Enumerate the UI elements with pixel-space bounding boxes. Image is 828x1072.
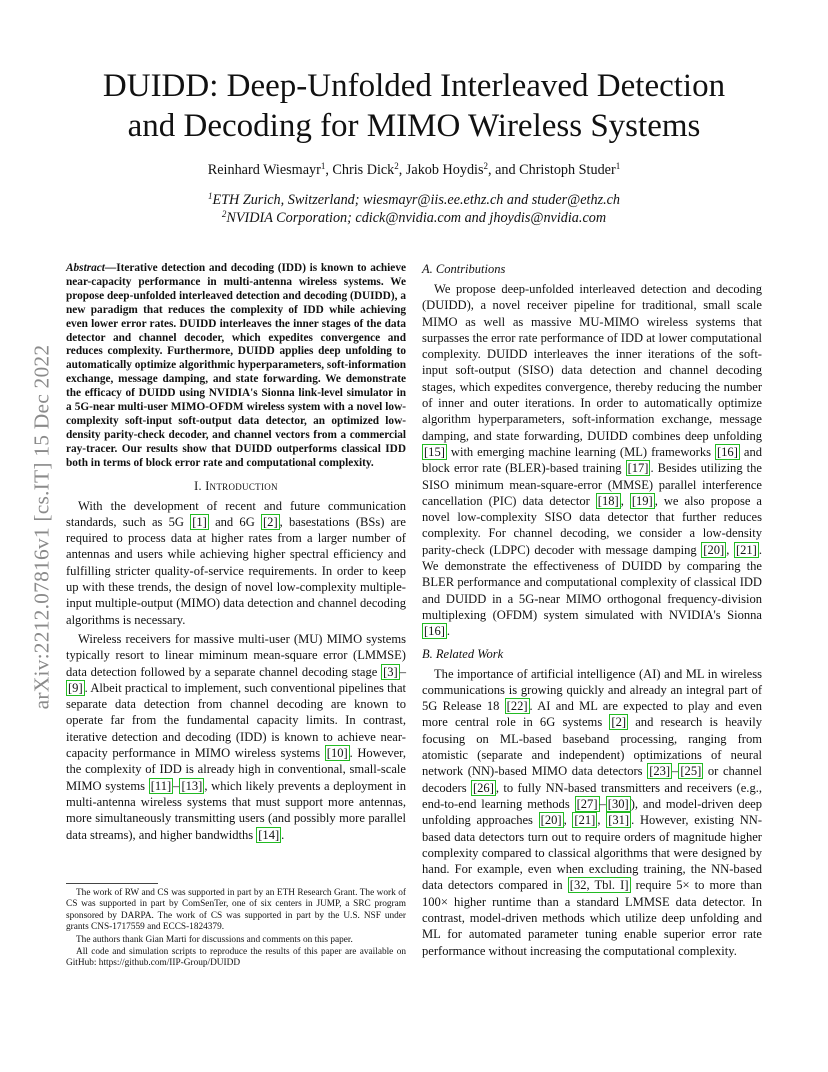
related-work-paragraph [422, 666, 762, 959]
text-run: . AI and ML are expected to play and even more central role in 6G systems [422, 699, 762, 730]
author-2-sup: 2 [394, 161, 399, 171]
affiliations [60, 191, 768, 227]
footnote-funding: The work of RW and CS was supported in part by an ETH Research Grant. The work of CS was supported in part by ComSenTer, one of six centers in JUMP, a SRC program sponsored by DARPA. The work of CS was supported in part by the U.S. NSF under grants CNS-1717559 and ECCS-1824379. [66, 888, 406, 933]
footnotes [66, 888, 406, 970]
abstract-dash: — [104, 262, 117, 274]
author-1-sup: 1 [320, 161, 326, 171]
text-run: , [597, 813, 607, 828]
abstract-label: Abstract [66, 262, 105, 274]
author-1: Reinhard Wiesmayr [207, 162, 321, 178]
affiliation-1-text: ETH Zurich, Switzerland; wiesmayr@iis.ee.ethz.ch and studer@ethz.ch [212, 192, 621, 208]
abstract-text: Iterative detection and decoding (IDD) is known to achieve near-capacity performance in multi-antenna wireless systems. We propose deep-unfolded interleaved detection and decoding (DUIDD), a new paradigm that reduces the complexity of IDD while achieving even lower error rates. DUIDD interleaves the inner stages of the data detector and channel decoder, which expedites convergence and reduces complexity. Furthermore, DUIDD applies deep unfolding to automatically optimize algorithmic hyperparameters, soft-information exchange, message damping, and state forwarding. We demonstrate the efficacy of DUIDD using NVIDIA's Sionna link-level simulator in a 5G-near multi-user MIMO-OFDM wireless system with a novel low-complexity soft-input soft-output data detector, an optimized low-density parity-check decoder, and channel vectors from a commercial ray-tracer. Our results show that DUIDD outperforms classical IDD both in terms of block error rate and computational complexity. [66, 262, 406, 469]
text-run: – [173, 778, 180, 793]
text-run: and block error rate (BLER)-based training [422, 444, 762, 476]
citation-link[interactable]: [23] [649, 764, 671, 779]
text-run: , [726, 542, 734, 557]
text-run: – [399, 664, 406, 679]
citation-link[interactable]: [11] [150, 778, 172, 793]
text-run: , basestations (BSs) are required to process data at higher rates from a larger number of antennas and users while achieving higher spectral efficiency and fulfilling stricter quality-of-service requirements. In order to keep up with these trends, the design of novel low-complexity multiple-input multiple-output (MIMO) data detection and channel decoding algorithms is necessary. [66, 514, 406, 627]
citation-link[interactable]: [9] [68, 680, 83, 695]
arxiv-stamp [22, 292, 62, 762]
text-run: ), and model-driven deep unfolding approaches [422, 796, 763, 828]
affiliation-2 [60, 209, 768, 227]
citation-link[interactable]: [17] [627, 461, 649, 476]
text-run: , [620, 493, 630, 508]
right-column [422, 262, 762, 959]
text-run: Wireless receivers for massive multi-user (MU) MIMO systems typically resort to linear miminum mean-square error (LMMSE) data detection followed by a separate channel decoding stage [66, 631, 406, 679]
text-run: We propose deep-unfolded interleaved detection and decoding (DUIDD), a novel receiver pipeline for traditional, small scale MIMO as well as massive MU-MIMO wireless systems that surpasses the error rate performance of IDD at lower computational complexity. DUIDD interleaves the inner iterations of the soft-input soft-output (SISO) data detection and channel decoding stages, which expedites convergence, thereby reducing the number of inner and outer iterations. In order to automatically optimize algorithm hyperparameters, soft-information exchange, message damping, and state forwarding, DUIDD combines deep unfolding [422, 282, 762, 443]
text-run: . Besides utilizing the SISO minimum mean-square-error (MMSE) parallel interference cancellation (PIC) data detector [422, 461, 762, 508]
text-run: With the development of recent and future communication standards, such as 5G [66, 498, 406, 529]
citation-link[interactable]: [21] [735, 542, 757, 557]
title-line-1: DUIDD: Deep-Unfolded Interleaved Detection [102, 68, 726, 104]
citation-link[interactable]: [31] [608, 813, 630, 828]
citation-link[interactable]: [18] [597, 493, 619, 508]
text-run: with emerging machine learning (ML) frameworks [446, 444, 715, 459]
citation-link[interactable]: [32, Tbl. I] [569, 878, 629, 893]
affiliation-1 [60, 191, 768, 209]
citation-link[interactable]: [25] [680, 764, 702, 779]
section-heading-introduction [66, 479, 406, 494]
text-run: . We demonstrate the effectiveness of DUIDD by comparing the BLER performance and computational complexity of classical IDD and DUIDD in a 5G-near MIMO orthogonal frequency-division multiplexing (OFDM) system simulated with NVIDIA's Sionna [422, 542, 762, 622]
citation-link[interactable]: [10] [326, 746, 348, 761]
text-run: , to fully NN-based transmitters and receivers (e.g., end-to-end learning methods [422, 780, 762, 811]
footnote-rule [66, 883, 158, 884]
affiliation-1-sup: 1 [207, 191, 213, 201]
author-2: Chris Dick [332, 162, 395, 178]
text-run: , we also propose a novel low-complexity SISO data detector that further reduces complexity. For channel decoding, we consider a low-density parity-check (LDPC) decoder with message damping [422, 493, 762, 557]
citation-link[interactable]: [27] [576, 796, 598, 811]
citation-link[interactable]: [2] [263, 514, 278, 529]
citation-link[interactable]: [21] [574, 813, 596, 828]
citation-link[interactable]: [2] [611, 715, 627, 730]
text-run: . [446, 624, 451, 639]
citation-link[interactable]: [13] [181, 778, 203, 793]
author-4-sup: 1 [615, 161, 621, 171]
text-run: require 5× to more than 100× higher runtime than a standard LMMSE data detector. In contrast, model-driven methods which utilize deep unfolding and ML for automated parameter tuning enable superior error rate performance without increasing the computational complexity. [422, 878, 762, 958]
citation-link[interactable]: [26] [472, 780, 494, 795]
text-run: and 6G [208, 514, 261, 529]
text-run: and research is heavily focusing on ML-based baseband processing, ranging from atomistic (separate and independent) optimizations of neural network (NN)-based MIMO data detectors [422, 715, 762, 779]
citation-link[interactable]: [19] [631, 493, 653, 508]
affiliation-2-sup: 2 [221, 209, 227, 219]
author-list: Reinhard Wiesmayr$^1$, Chris Dick$^2$, Jakob Hoydis$^2$, and Christoph Studer$^1$ [207, 161, 621, 178]
text-run: , which likely prevents a deployment in multi-antenna wireless systems that must support more antennas, more simultaneously transmitting users (and possibly more parallel data streams), and higher bandwidths [66, 778, 407, 842]
intro-paragraph-2 [66, 631, 406, 843]
left-column [66, 262, 406, 843]
intro-paragraph-1 [66, 498, 406, 628]
text-run: – [599, 796, 606, 811]
author-4: and Christoph Studer [495, 162, 616, 178]
text-run: . Albeit practical to implement, such conventional pipelines that separate data detection from channel decoding are known to operate far from the fundamental capacity limits. In contrast, iterative detection and decoding (IDD) is known to achieve near-capacity performance in MIMO wireless systems [66, 680, 406, 761]
footnote-code-availability: All code and simulation scripts to reproduce the results of this paper are available on GitHub: https://github.com/IIP-Group/DUIDD [66, 947, 406, 969]
citation-link[interactable]: [15] [424, 444, 445, 459]
affiliation-2-text: NVIDIA Corporation; cdick@nvidia.com and jhoydis@nvidia.com [226, 210, 607, 226]
text-run: . However, the complexity of IDD is already high in conventional, small-scale MIMO systems [66, 746, 406, 793]
text-run: – [672, 764, 679, 779]
section-number: I. [194, 478, 202, 493]
citation-link[interactable]: [20] [540, 813, 562, 828]
citation-link[interactable]: [20] [703, 542, 725, 557]
citation-link[interactable]: [22] [506, 699, 528, 714]
contributions-paragraph [422, 281, 762, 640]
author-3-sup: 2 [483, 161, 489, 171]
arxiv-stamp-text: arXiv:2212.07816v1 [cs.IT] 15 Dec 2022 [29, 344, 54, 710]
citation-link[interactable]: [16] [424, 624, 445, 639]
citation-link[interactable]: [16] [716, 444, 738, 459]
text-run: The importance of artificial intelligence (AI) and ML in wireless communications is growing quickly and already an integral part of 5G Release 18 [422, 666, 762, 714]
text-run: . However, existing NN-based data detectors turn out to require orders of magnitude higher complexity compared to classical algorithms that were designed by hand. For example, even when excluding training, the NN-based data detectors compared in [422, 813, 763, 893]
text-run: or channel decoders [422, 764, 762, 795]
section-title: Introduction [205, 478, 278, 493]
author-3: Jakob Hoydis [405, 162, 484, 178]
citation-link[interactable]: [14] [258, 827, 280, 842]
text-run: . [281, 827, 285, 842]
citation-link[interactable]: [30] [607, 796, 629, 811]
footnote-acknowledgment: The authors thank Gian Marti for discussions and comments on this paper. [76, 934, 353, 945]
citation-link[interactable]: [1] [192, 514, 207, 529]
citation-link[interactable]: [3] [383, 664, 398, 679]
subsection-heading-related-work: B. Related Work [422, 646, 504, 661]
abstract [66, 262, 406, 471]
paper-title [60, 66, 768, 146]
text-run: , [563, 813, 573, 828]
subsection-heading-contributions: A. Contributions [422, 262, 506, 276]
title-line-2: and Decoding for MIMO Wireless Systems [127, 108, 701, 144]
